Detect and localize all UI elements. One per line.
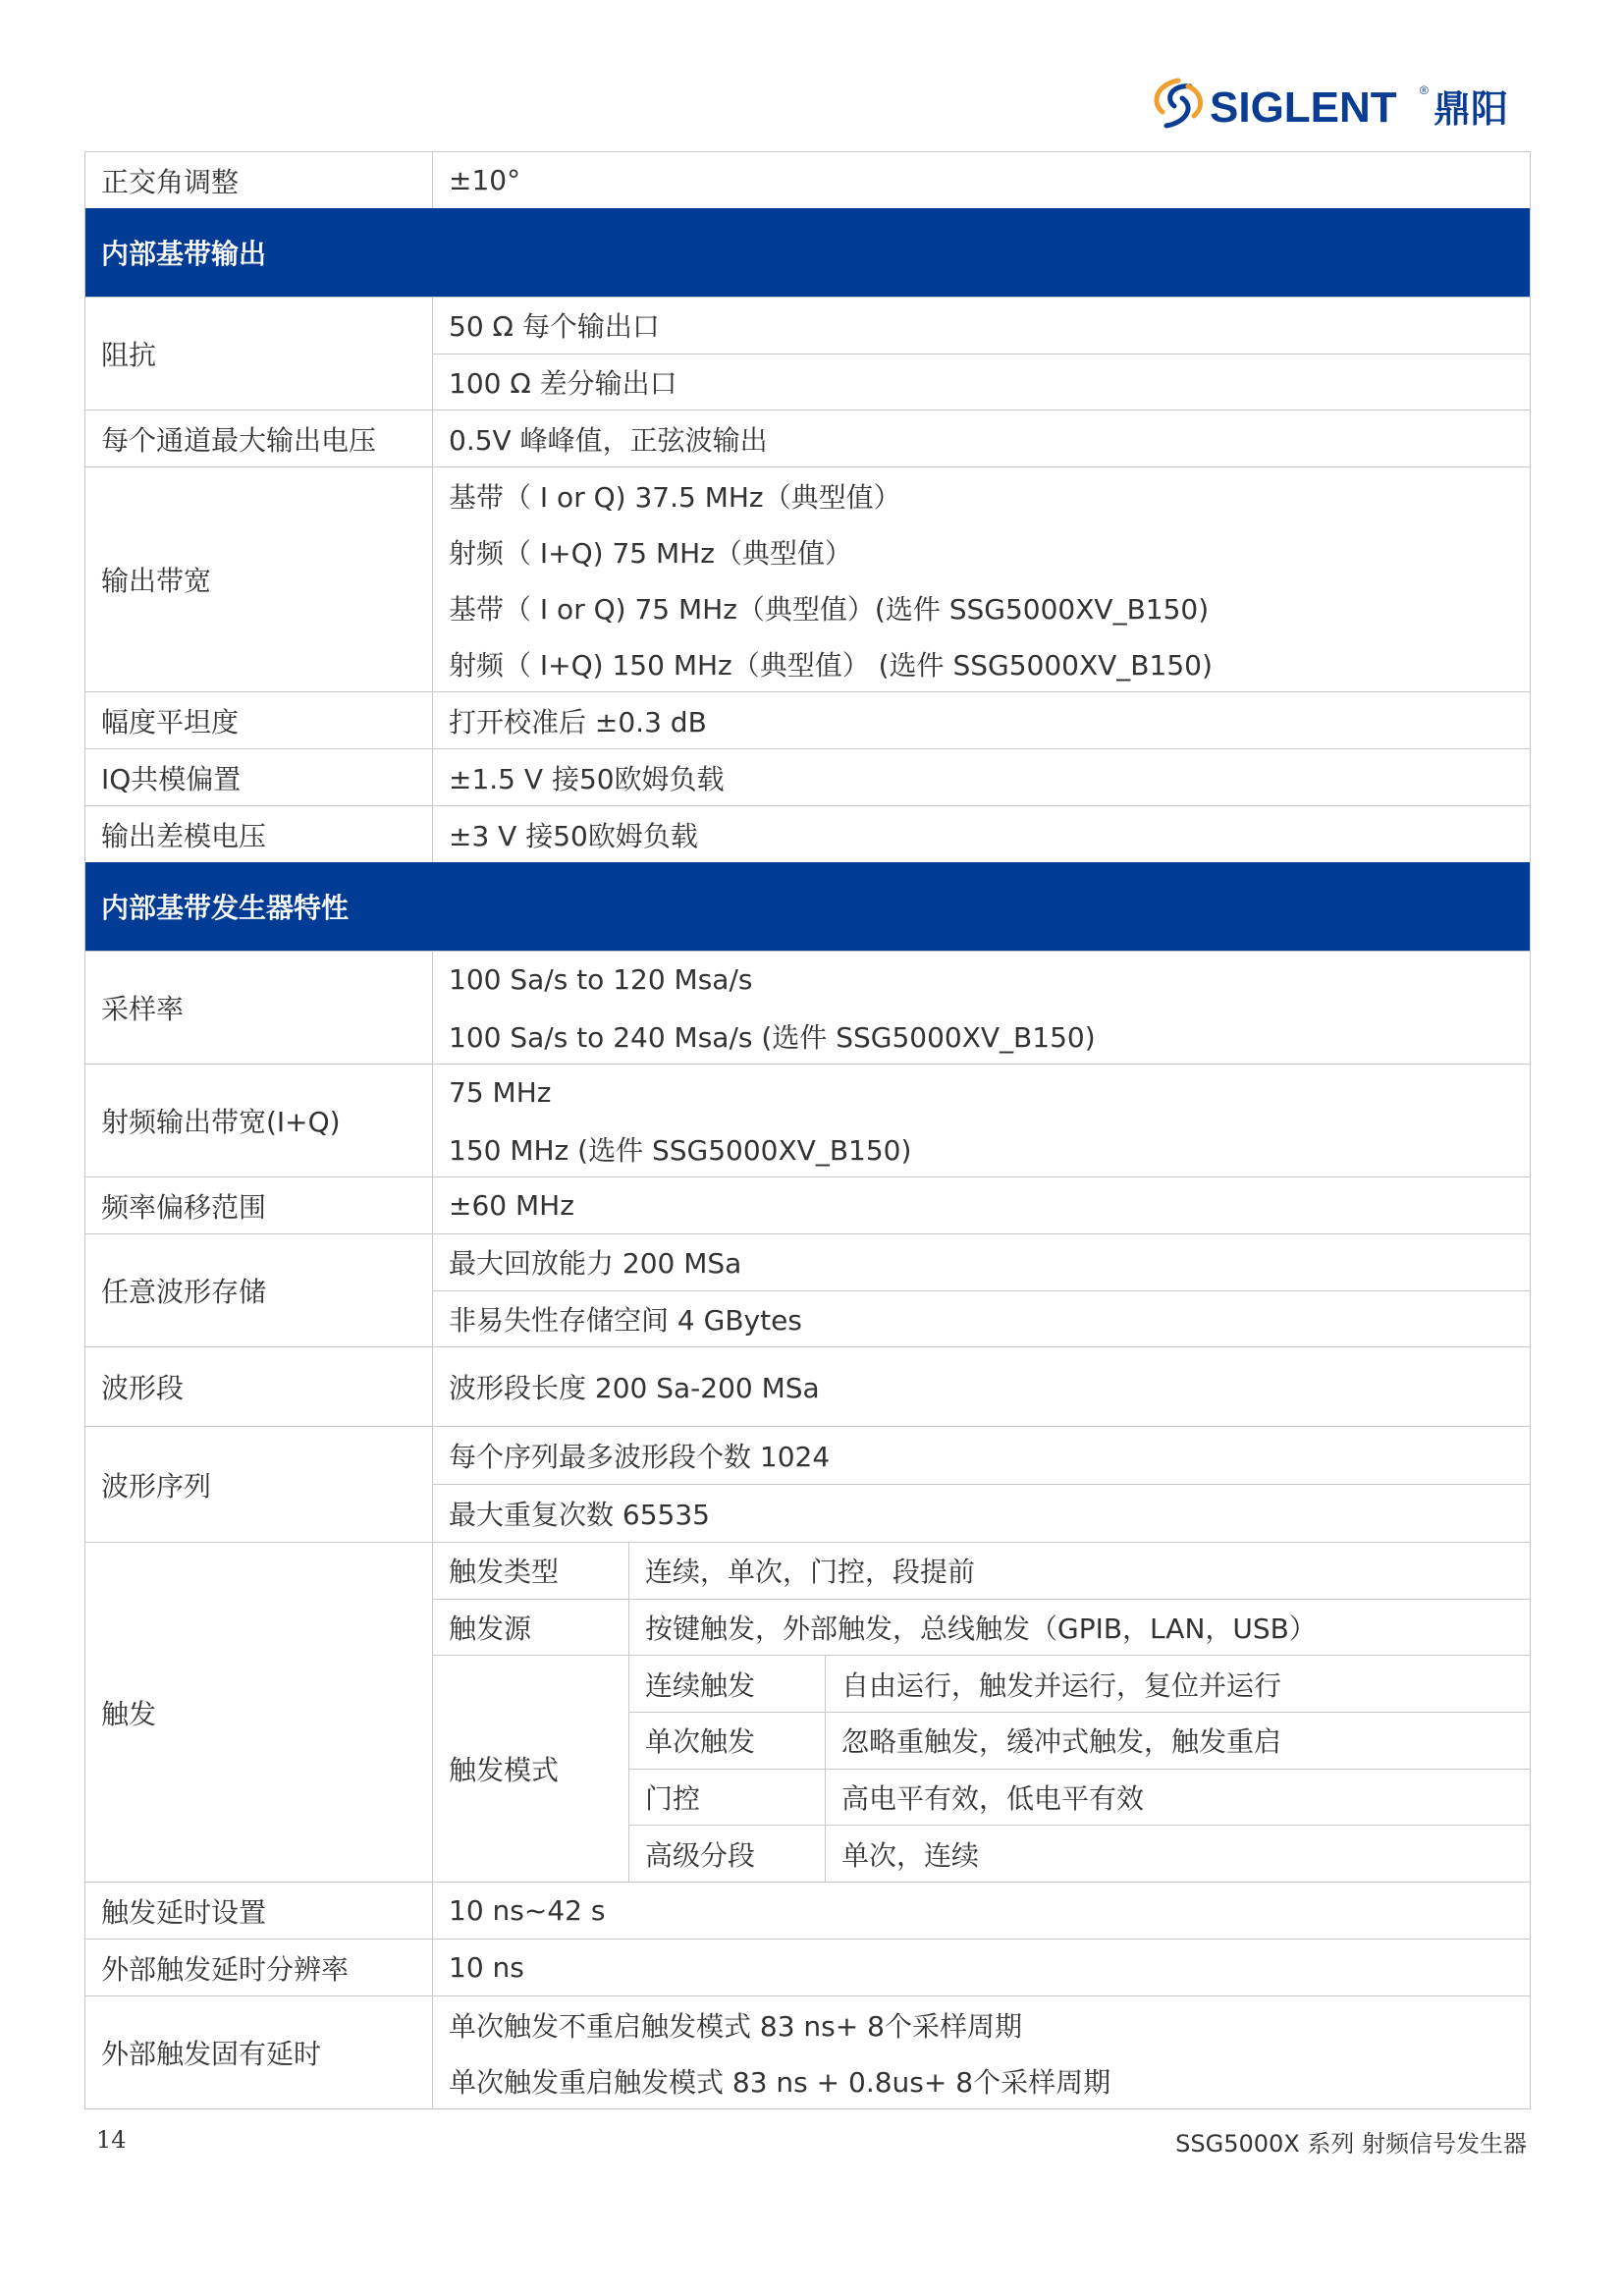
mode-desc: 单次，连续 <box>841 1838 980 1872</box>
row-value: 射频（ I+Q) 75 MHz（典型值） <box>449 536 852 570</box>
row-label: 正交角调整 <box>85 152 433 208</box>
table-row <box>84 1346 1531 1426</box>
mode-desc: 高电平有效，低电平有效 <box>841 1782 1145 1816</box>
row-label: 射频输出带宽(I+Q) <box>85 1065 433 1176</box>
table-row <box>84 297 1531 410</box>
row-label: IQ共模偏置 <box>85 749 433 805</box>
logo-brand-cn-text: 鼎阳 <box>1434 87 1509 131</box>
trigger-source-label: 触发源 <box>433 1600 629 1656</box>
mode-desc: 自由运行，触发并运行，复位并运行 <box>841 1668 1282 1702</box>
row-value: 单次触发不重启触发模式 83 ns+ 8个采样周期 <box>449 2009 1022 2043</box>
trigger-source-row <box>433 1599 1530 1656</box>
trigger-source-value: 按键触发，外部触发，总线触发（GPIB，LAN，USB） <box>645 1613 1317 1645</box>
trigger-row <box>84 1542 1531 1882</box>
row-label: 触发 <box>85 1543 433 1882</box>
row-value: 单次触发重启触发模式 83 ns + 0.8us+ 8个采样周期 <box>449 2065 1111 2099</box>
mode-name: 单次触发 <box>629 1713 826 1769</box>
trigger-mode-label: 触发模式 <box>433 1656 629 1882</box>
row-value: 射频（ I+Q) 150 MHz（典型值） (选件 SSG5000XV_B150) <box>449 648 1213 682</box>
trigger-type-label: 触发类型 <box>433 1543 629 1599</box>
svg-text:®: ® <box>1420 83 1429 97</box>
table-row <box>84 951 1531 1064</box>
mode-name: 门控 <box>629 1770 826 1826</box>
row-value: 0.5V 峰峰值，正弦波输出 <box>449 423 768 457</box>
table-row <box>84 466 1531 691</box>
table-row <box>84 1995 1531 2109</box>
row-value: ±60 MHz <box>449 1189 574 1222</box>
trigger-mode-item <box>629 1825 1530 1882</box>
row-label: 采样率 <box>85 952 433 1064</box>
row-value: 非易失性存储空间 4 GBytes <box>433 1290 1530 1347</box>
row-value: 最大回放能力 200 MSa <box>449 1247 742 1281</box>
table-row <box>84 1176 1531 1233</box>
row-label: 输出差模电压 <box>85 806 433 862</box>
row-value: 基带（ I or Q) 75 MHz（典型值）(选件 SSG5000XV_B150) <box>449 592 1210 626</box>
trigger-mode-row <box>433 1655 1530 1882</box>
row-value: 每个序列最多波形段个数 1024 <box>449 1441 831 1473</box>
row-label: 幅度平坦度 <box>85 692 433 748</box>
table-row <box>84 1882 1531 1939</box>
row-value: ±3 V 接50欧姆负载 <box>449 819 698 852</box>
table-row <box>84 748 1531 805</box>
row-label: 阻抗 <box>85 298 433 410</box>
row-value: 100 Sa/s to 240 Msa/s (选件 SSG5000XV_B150) <box>449 1020 1096 1054</box>
row-value: 75 MHz <box>449 1076 552 1109</box>
table-row <box>84 1233 1531 1346</box>
row-label: 波形序列 <box>85 1427 433 1542</box>
trigger-type-value: 连续，单次，门控，段提前 <box>645 1556 976 1589</box>
row-value: 10 ns <box>449 1951 524 1984</box>
table-row <box>84 805 1531 862</box>
row-label: 每个通道最大输出电压 <box>85 410 433 466</box>
logo-brand-text: SIGLENT <box>1210 83 1397 132</box>
row-value: 100 Ω 差分输出口 <box>433 354 1530 410</box>
trigger-mode-item <box>629 1769 1530 1826</box>
section-header: 内部基带发生器特性 <box>84 862 1531 951</box>
table-row <box>84 1426 1531 1542</box>
row-label: 波形段 <box>85 1347 433 1426</box>
row-value: 最大重复次数 65535 <box>433 1484 1530 1542</box>
row-value: 打开校准后 ±0.3 dB <box>449 705 707 738</box>
section-header: 内部基带输出 <box>84 208 1531 297</box>
row-value: ±10° <box>449 164 521 196</box>
table-row <box>84 410 1531 466</box>
footer-title: SSG5000X 系列 射频信号发生器 <box>1175 2130 1527 2158</box>
mode-name: 高级分段 <box>629 1826 826 1882</box>
row-value: 10 ns~42 s <box>449 1894 606 1927</box>
table-row <box>84 1939 1531 1995</box>
trigger-mode-item <box>629 1656 1530 1712</box>
table-row <box>84 151 1531 208</box>
row-label: 外部触发延时分辨率 <box>85 1940 433 1995</box>
mode-name: 连续触发 <box>629 1656 826 1712</box>
table-row <box>84 691 1531 748</box>
trigger-type-row <box>433 1543 1530 1599</box>
row-value: 波形段长度 200 Sa-200 MSa <box>449 1372 820 1404</box>
trigger-mode-item <box>629 1712 1530 1769</box>
row-label: 输出带宽 <box>85 467 433 691</box>
row-label: 外部触发固有延时 <box>85 1996 433 2108</box>
row-value: 基带（ I or Q) 37.5 MHz（典型值） <box>449 480 901 514</box>
row-label: 任意波形存储 <box>85 1234 433 1346</box>
siglent-logo <box>1149 73 1527 139</box>
row-label: 触发延时设置 <box>85 1883 433 1939</box>
spec-table <box>84 151 1531 2109</box>
table-row <box>84 1064 1531 1176</box>
row-value: 100 Sa/s to 120 Msa/s <box>449 963 753 996</box>
row-value: 50 Ω 每个输出口 <box>449 310 660 344</box>
row-value: ±1.5 V 接50欧姆负载 <box>449 762 725 795</box>
mode-desc: 忽略重触发，缓冲式触发，触发重启 <box>841 1725 1282 1759</box>
row-label: 频率偏移范围 <box>85 1177 433 1233</box>
siglent-swirl-icon <box>1157 81 1201 126</box>
row-value: 150 MHz (选件 SSG5000XV_B150) <box>449 1133 912 1167</box>
page-number: 14 <box>96 2126 127 2154</box>
